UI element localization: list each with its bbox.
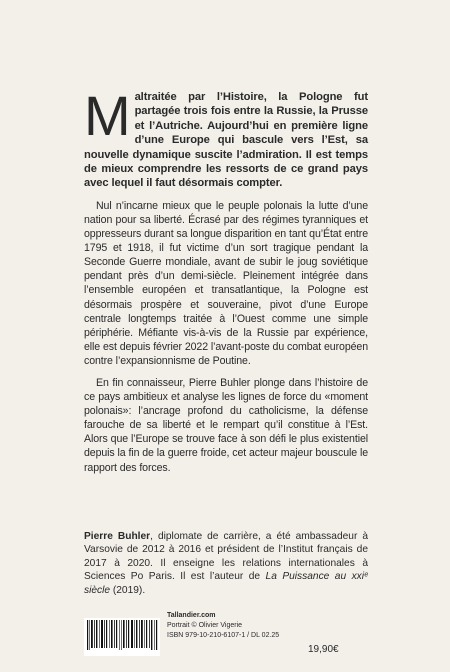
author-book-title: La Puissance au xxiᵉ siècle bbox=[84, 571, 368, 596]
isbn: ISBN 979-10-210-6107-1 / DL 02.25 bbox=[167, 632, 280, 639]
blurb bbox=[84, 84, 368, 483]
author-bio bbox=[84, 530, 368, 597]
intro-paragraph bbox=[84, 84, 368, 191]
author-name: Pierre Buhler bbox=[84, 531, 151, 542]
author-bio-text-2: (2019). bbox=[110, 584, 146, 596]
price: 19,90€ bbox=[308, 644, 339, 655]
barcode-icon bbox=[84, 618, 160, 656]
intro-text: altraitée par l’Histoire, la Pologne fut partagée trois fois entre la Russie, la Prusse et l’Autriche. Aujourd’hui en première ligne d’une Europe qui bascule vers l’Est, sa nouvelle dynamique suscite l’admiration. Il est temps de mieux comprendre les ressorts de ce grand pays avec lequel il faut désormais compter. bbox=[84, 91, 368, 190]
dropcap: M bbox=[84, 84, 131, 147]
publisher: Tallandier.com bbox=[167, 612, 216, 619]
author-bio-text-1: , diplomate de carrière, a été ambassadeur à Varsovie de 2012 à 2016 et président de l’Institut français de 2017 à 2020. Il enseigne les relations internationales à Sciences Po Paris. Il est l’auteur de bbox=[84, 531, 368, 583]
body-paragraph-1: Nul n’incarne mieux que le peuple polonais la lutte d’une nation pour sa liberté. Écrasé par des régimes tyranniques et oppresseurs durant sa longue disparition en tant qu’État entre 1795 et 1918, il fut victime d’un sort tragique pendant la Seconde Guerre mondiale, avant de subir le joug soviétique pendant près d’un demi-siècle. Pleinement intégrée dans l’ensemble européen et transatlantique, la Pologne est désormais prospère et souveraine, pivot d’une Europe centrale longtemps traitée à l’Ouest comme une simple périphérie. Méfiante vis-à-vis de la Russie par expérience, elle est depuis février 2022 l’avant-poste du combat européen contre l’expansionnisme de Poutine. bbox=[84, 199, 368, 367]
body-paragraph-2: En fin connaisseur, Pierre Buhler plonge dans l’histoire de ce pays ambitieux et analyse les lignes de force du «moment polonais»: l’ancrage profond du catholicisme, la défense farouche de sa liberté et le rempart qu’il constitue à l’Est. Alors que l’Europe se trouve face à son défi le plus existentiel depuis la fin de la guerre froide, cet acteur majeur bouscule le rapport des forces. bbox=[84, 376, 368, 474]
portrait-credit: Portrait © Olivier Vigerie bbox=[167, 622, 243, 629]
